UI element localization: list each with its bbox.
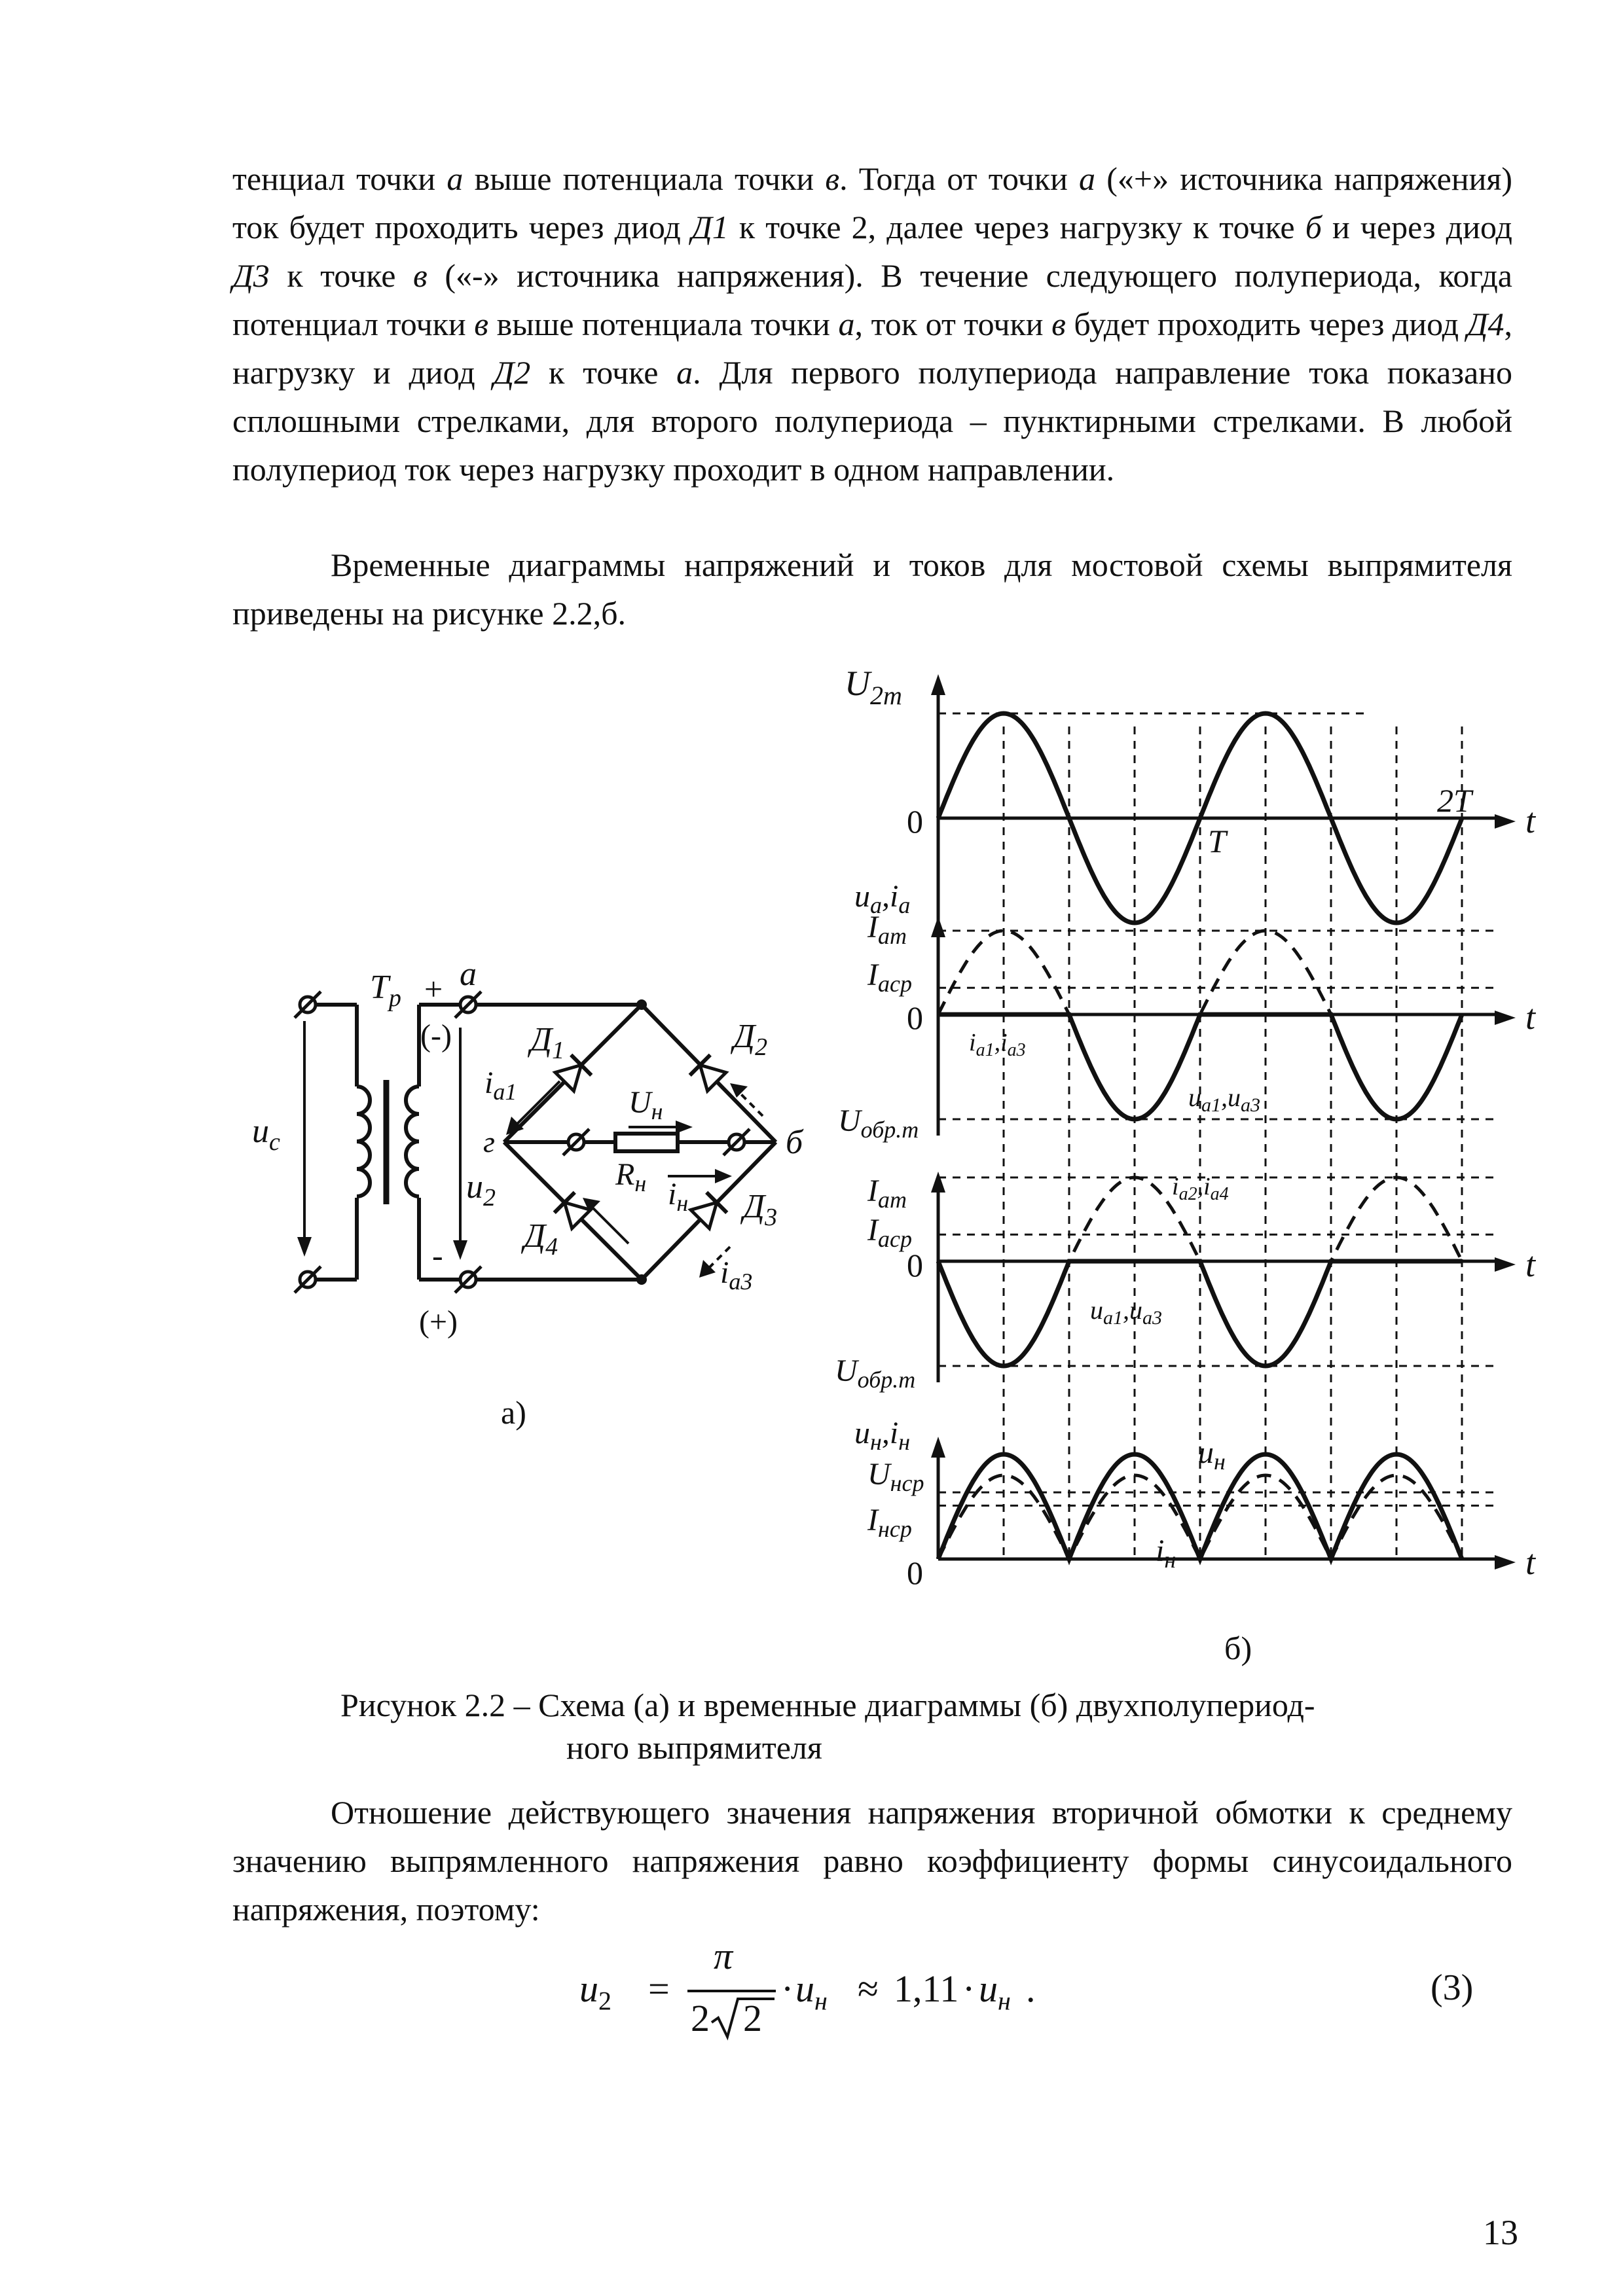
formula-eq: = xyxy=(648,1967,670,2010)
label-a: а xyxy=(460,956,477,993)
formula-dot2: · xyxy=(962,1967,976,2010)
g3-zero: 0 xyxy=(907,1247,923,1283)
g3-uobr: $U_{обр.m}$ xyxy=(835,1354,916,1393)
label-d3: $Д_3$ xyxy=(743,1188,778,1231)
circuit-diagram xyxy=(242,942,831,1460)
g1-t-arrowhead xyxy=(1495,814,1516,829)
g4-incp: $I_{нср}$ xyxy=(867,1503,912,1542)
series-iн xyxy=(938,1475,1462,1559)
paragraph-3: Отношение действующего значения напряжения вторичной обмотки к среднему значению выпрямленного напряжения равно коэффициенту формы синусоидального напряжения, поэтому: xyxy=(232,1794,1512,1928)
g4-un-label: $u_н$ xyxy=(1198,1435,1226,1475)
formula-coef: 1,11 xyxy=(894,1967,959,2010)
figure-caption-line1: Рисунок 2.2 – Схема (а) и временные диаграммы (б) двухполупериод- xyxy=(340,1687,1315,1723)
paragraph-2: Временные диаграммы напряжений и токов для мостовой схемы выпрямителя приведены на рисунке 2.2,б. xyxy=(232,547,1512,632)
formula-dot1: · xyxy=(781,1967,794,2010)
g4-t: t xyxy=(1525,1543,1536,1582)
formula-lhs: $u_2$ xyxy=(579,1967,611,2016)
formula-pi: π xyxy=(714,1935,733,1977)
label-uc: $u_c$ xyxy=(252,1113,280,1156)
label-minus: - xyxy=(432,1237,443,1274)
g4-ylabel: $u_н,i_н$ xyxy=(854,1416,911,1455)
g1-zero: 0 xyxy=(907,803,923,840)
g2-uobr: $U_{обр.m}$ xyxy=(838,1103,919,1143)
g3-iam: $I_{am}$ xyxy=(867,1174,907,1213)
g2-y-arrowhead xyxy=(931,916,945,937)
label-ia1: $i_{а1}$ xyxy=(484,1066,517,1105)
g2-curr-label: $i_{а1},i_{а3}$ xyxy=(969,1029,1026,1060)
g3-curr-label: $i_{а2},i_{а4}$ xyxy=(1172,1173,1229,1204)
g1-t: t xyxy=(1525,801,1536,840)
label-plus: + xyxy=(424,971,443,1007)
g2-volt-label: $u_{а1},u_{а3}$ xyxy=(1188,1083,1260,1116)
label-b: б xyxy=(786,1124,803,1161)
g3-t-arrowhead xyxy=(1495,1257,1516,1272)
fraction-bar xyxy=(687,1990,776,1992)
g2-t: t xyxy=(1525,997,1536,1037)
formula-un2: $u_н$ xyxy=(979,1967,1011,2016)
formula-approx: ≈ xyxy=(858,1967,879,2010)
label-d2: $Д_2$ xyxy=(733,1018,768,1061)
label-u2: $u_2$ xyxy=(466,1168,496,1211)
g3-t: t xyxy=(1525,1245,1536,1284)
page-number: 13 xyxy=(1483,2213,1518,2252)
formula-den-2: 2 xyxy=(691,1997,710,2039)
g4-in-label: $i_н$ xyxy=(1156,1534,1176,1573)
label-un: $U_н$ xyxy=(629,1085,663,1124)
g2-iam: $I_{am}$ xyxy=(867,910,907,949)
g3-volt-label: $u_{а1},u_{а3}$ xyxy=(1090,1295,1162,1329)
g4-y-arrowhead xyxy=(931,1437,945,1458)
label-d1: $Д_1$ xyxy=(530,1021,565,1064)
g2-iacp: $I_{аср}$ xyxy=(867,958,912,997)
label-minus-paren: (-) xyxy=(420,1018,452,1053)
g4-uncp: $U_{нср}$ xyxy=(867,1457,924,1496)
g2-t-arrowhead xyxy=(1495,1011,1516,1025)
g4-zero: 0 xyxy=(907,1554,923,1591)
formula-un1: $u_н$ xyxy=(795,1967,828,2016)
formula-end: . xyxy=(1026,1967,1036,2010)
figure-caption-line2: ного выпрямителя xyxy=(566,1729,822,1766)
timing-diagrams xyxy=(818,655,1558,1676)
figure-a-label: а) xyxy=(501,1394,526,1431)
g1-2T: 2T xyxy=(1437,782,1472,819)
label-d4: $Д_4$ xyxy=(524,1217,558,1261)
label-g: г xyxy=(483,1125,495,1158)
figure-b-label: б) xyxy=(1224,1630,1252,1666)
label-rn: $R_н$ xyxy=(615,1157,647,1196)
g4-t-arrowhead xyxy=(1495,1555,1516,1570)
formula-3 xyxy=(579,1935,1103,2039)
formula-den-sqrt-arg: 2 xyxy=(743,1997,762,2039)
g2-zero: 0 xyxy=(907,999,923,1036)
g3-iacp: $I_{аср}$ xyxy=(867,1213,912,1252)
g2-ylabel: $u_а,i_а$ xyxy=(854,879,911,918)
label-transformer: $Т_р$ xyxy=(370,969,401,1012)
g3-y-arrowhead xyxy=(931,1172,945,1193)
formula-number: (3) xyxy=(1431,1967,1474,2008)
label-ia3: $i_{а3}$ xyxy=(720,1255,753,1295)
g1-ylabel: $U_{2m}$ xyxy=(845,664,902,710)
label-plus-paren: (+) xyxy=(419,1304,458,1339)
label-in: $i_н$ xyxy=(668,1177,689,1216)
g1-y-arrowhead xyxy=(931,674,945,695)
g1-T: T xyxy=(1208,823,1226,859)
paragraph-1: тенциал точки а выше потенциала точки в. Тогда от точки а («+» источника напряжения) ток будет проходить через диод Д1 к точке 2, далее через нагрузку к точке б и через диод Д3 к точке в («-» источника напряжения). В течение следующего полупериода, когда потенциал точки в выше потенциала точки а, ток от точки в будет проходить через диод Д4, нагрузку и диод Д2 к точке а. Для первого полупериода направление тока показано сплошными стрелками, для второго полупериода – пунктирными стрелками. В любой полупериод ток через нагрузку проходит в одном направлении. xyxy=(232,160,1513,488)
